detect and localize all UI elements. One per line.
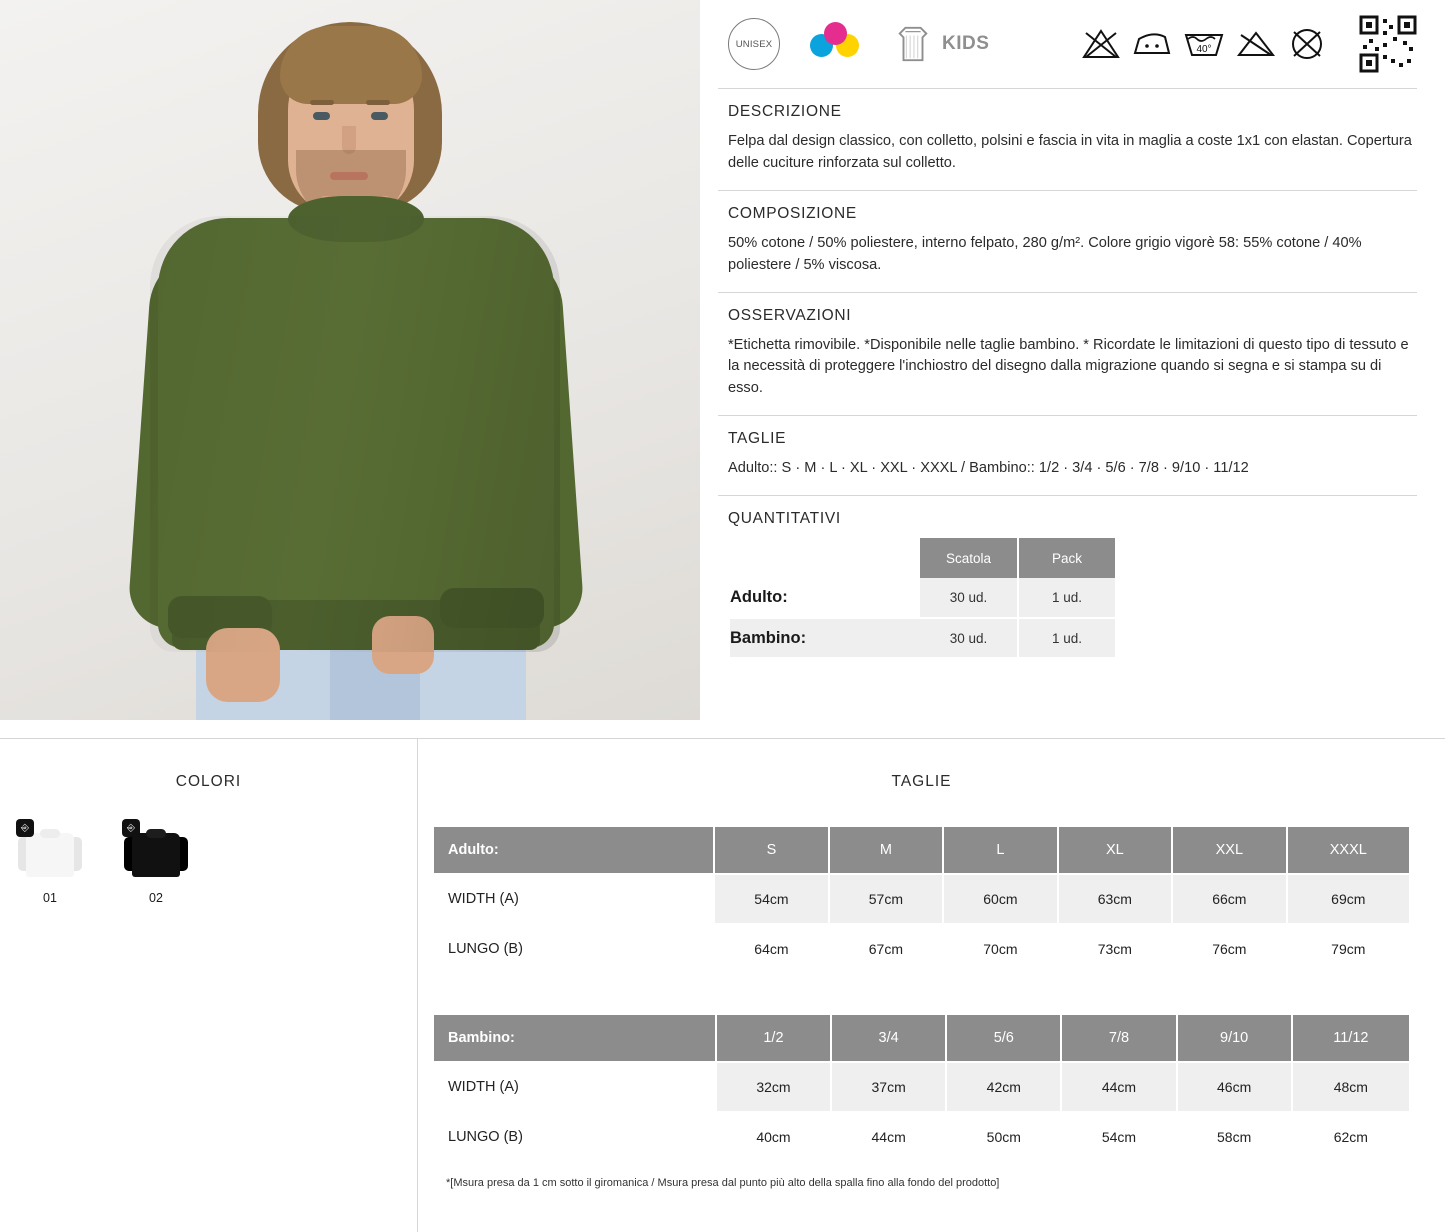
table-header-row: [730, 538, 1116, 578]
no-dryclean-icon: [1235, 27, 1277, 61]
kids-width-3: 42cm: [947, 1063, 1060, 1111]
header-spacer: [730, 538, 920, 578]
kids-width-6: 48cm: [1293, 1063, 1409, 1111]
adult-width-xl: 63cm: [1059, 875, 1171, 923]
swatch-collar: [146, 829, 166, 838]
quantitativi-title: QUANTITATIVI: [728, 510, 841, 528]
colors-title: COLORI: [175, 773, 242, 790]
taglie-title: TAGLIE: [728, 430, 787, 448]
swatch-garment-black: [124, 822, 188, 881]
table-gap: [432, 975, 1411, 1009]
adult-label: Adulto:: [434, 827, 713, 873]
model-brow-left: [310, 100, 334, 105]
header-scatola: Scatola: [920, 538, 1018, 578]
kids-garment-icon: [894, 24, 932, 64]
table-row: [730, 618, 1116, 658]
kids-size-table: [432, 1013, 1411, 1163]
bambino-pack: 1 ud.: [1018, 618, 1116, 658]
adult-length-xxl: 76cm: [1173, 925, 1285, 973]
header-pack: Pack: [1018, 538, 1116, 578]
no-bleach-icon: [1080, 27, 1122, 61]
colors-column: [0, 739, 418, 1232]
model-brow-right: [366, 100, 390, 105]
adult-col-m: M: [830, 827, 942, 873]
cmyk-print-icon: [810, 22, 860, 66]
kids-col-5: 9/10: [1178, 1015, 1291, 1061]
section-osservazioni: [718, 307, 1417, 401]
kids-width-5: 46cm: [1178, 1063, 1291, 1111]
kids-col-6: 11/12: [1293, 1015, 1409, 1061]
kids-col-1: 1/2: [717, 1015, 830, 1061]
table-row: [434, 1113, 1409, 1161]
qr-code: [1359, 15, 1417, 73]
adult-col-s: S: [715, 827, 827, 873]
product-photo: [0, 0, 700, 720]
adult-width-xxl: 66cm: [1173, 875, 1285, 923]
adult-col-xl: XL: [1059, 827, 1171, 873]
color-swatch-list: [0, 822, 417, 905]
adulto-scatola: 30 ud.: [920, 578, 1018, 618]
table-row: [434, 875, 1409, 923]
badge-row: [718, 0, 1417, 88]
kids-width-4: 44cm: [1062, 1063, 1175, 1111]
table-row: [434, 1063, 1409, 1111]
adult-width-xxxl: 69cm: [1288, 875, 1409, 923]
table-row: [730, 578, 1116, 618]
bambino-scatola: 30 ud.: [920, 618, 1018, 658]
model-eye-right: [371, 112, 388, 120]
swatch-body: [26, 833, 74, 877]
iron-low-icon: [1131, 27, 1173, 61]
section-descrizione: [718, 103, 1417, 175]
swatch-code-02: 02: [149, 891, 163, 905]
sweatshirt-collar: [288, 196, 424, 242]
descrizione-body: Felpa dal design classico, con colletto, polsini e fascia in vita in maglia a coste 1x1 con elastan. Copertura delle cuciture rinforzata sul colletto.: [728, 133, 1412, 171]
row-label-bambino: Bambino:: [730, 618, 920, 658]
product-bottom-area: [0, 738, 1445, 1232]
adult-width-m: 57cm: [830, 875, 942, 923]
swatch-collar: [40, 829, 60, 838]
table-header-row: [434, 827, 1409, 873]
swatch-body: [132, 833, 180, 877]
quantitativi-table: [730, 538, 1117, 659]
divider: [718, 495, 1417, 496]
composizione-title: COMPOSIZIONE: [728, 204, 857, 222]
kids-length-2: 44cm: [832, 1113, 945, 1161]
color-swatch-01[interactable]: [14, 822, 86, 905]
divider: [718, 88, 1417, 89]
adult-row-width-label: WIDTH (A): [434, 875, 713, 923]
model-mouth: [330, 172, 368, 180]
adulto-pack: 1 ud.: [1018, 578, 1116, 618]
divider: [718, 292, 1417, 293]
descrizione-title: DESCRIZIONE: [728, 103, 842, 120]
kids-length-4: 54cm: [1062, 1113, 1175, 1161]
kids-label: Bambino:: [434, 1015, 715, 1061]
svg-text:40°: 40°: [1196, 44, 1212, 55]
product-info-column: [700, 0, 1445, 738]
composizione-body: 50% cotone / 50% poliestere, interno felpato, 280 g/m². Colore grigio vigorè 58: 55% cotone / 40% poliestere / 5% viscosa.: [728, 234, 1362, 273]
sweatshirt-cuff-right: [440, 588, 544, 628]
kids-length-6: 62cm: [1293, 1113, 1409, 1161]
swatch-garment-white: [18, 822, 82, 881]
kids-badge: [894, 24, 989, 64]
divider: [718, 190, 1417, 191]
sizes-title: TAGLIE: [891, 773, 952, 790]
adult-length-xxxl: 79cm: [1288, 925, 1409, 973]
model-hand-left: [206, 628, 280, 702]
kids-length-3: 50cm: [947, 1113, 1060, 1161]
sizes-footnote: *[Msura presa da 1 cm sotto il giromanica / Msura presa dal punto più alto della spalla fino alla fondo del prodotto]: [446, 1177, 1000, 1189]
kids-col-4: 7/8: [1062, 1015, 1175, 1061]
adult-width-s: 54cm: [715, 875, 827, 923]
swatch-marker-icon: ⎆: [122, 819, 140, 837]
table-row: [434, 925, 1409, 973]
kids-col-2: 3/4: [832, 1015, 945, 1061]
unisex-badge: [728, 18, 780, 70]
adult-col-xxxl: XXXL: [1288, 827, 1409, 873]
osservazioni-title: OSSERVAZIONI: [728, 306, 852, 324]
swatch-code-01: 01: [43, 891, 57, 905]
model-hair-front: [280, 26, 422, 104]
sizes-column: [418, 739, 1445, 1232]
magenta-dot: [824, 22, 847, 45]
section-taglie-text: [718, 430, 1417, 480]
quantitativi-table-wrap: [718, 538, 1417, 659]
section-quantitativi: [718, 510, 1417, 528]
divider: [718, 415, 1417, 416]
adult-width-l: 60cm: [944, 875, 1056, 923]
section-composizione: [718, 205, 1417, 277]
adult-length-m: 67cm: [830, 925, 942, 973]
adult-length-l: 70cm: [944, 925, 1056, 973]
kids-col-3: 5/6: [947, 1015, 1060, 1061]
adult-col-l: L: [944, 827, 1056, 873]
adult-size-table: [432, 825, 1411, 975]
table-header-row: [434, 1015, 1409, 1061]
osservazioni-body: *Etichetta rimovibile. *Disponibile nelle taglie bambino. * Ricordate le limitazioni di questo tipo di tessuto e la necessità di proteggere l'inchiostro del disegno dalla migrazione quando si segna e si stampa su di esso.: [728, 336, 1409, 397]
adult-length-s: 64cm: [715, 925, 827, 973]
wash-40-icon: [1182, 27, 1226, 61]
kids-row-length-label: LUNGO (B): [434, 1113, 715, 1161]
adult-col-xxl: XXL: [1173, 827, 1285, 873]
row-label-adulto: Adulto:: [730, 578, 920, 618]
kids-width-2: 37cm: [832, 1063, 945, 1111]
model-eye-left: [313, 112, 330, 120]
swatch-marker-icon: ⎆: [16, 819, 34, 837]
taglie-body: Adulto:: S · M · L · XL · XXL · XXXL / Bambino:: 1/2 · 3/4 · 5/6 · 7/8 · 9/10 · 11/12: [728, 460, 1249, 477]
kids-row-width-label: WIDTH (A): [434, 1063, 715, 1111]
unisex-badge-label: UNISEX: [735, 38, 773, 50]
kids-length-1: 40cm: [717, 1113, 830, 1161]
adult-length-xl: 73cm: [1059, 925, 1171, 973]
kids-length-5: 58cm: [1178, 1113, 1291, 1161]
color-swatch-02[interactable]: [120, 822, 192, 905]
adult-row-length-label: LUNGO (B): [434, 925, 713, 973]
model-hand-right: [372, 616, 434, 674]
no-tumble-dry-icon: [1286, 27, 1328, 61]
kids-width-1: 32cm: [717, 1063, 830, 1111]
sweatshirt-body: [158, 218, 554, 648]
kids-badge-label: KIDS: [942, 33, 990, 54]
care-instructions: [1080, 15, 1417, 73]
